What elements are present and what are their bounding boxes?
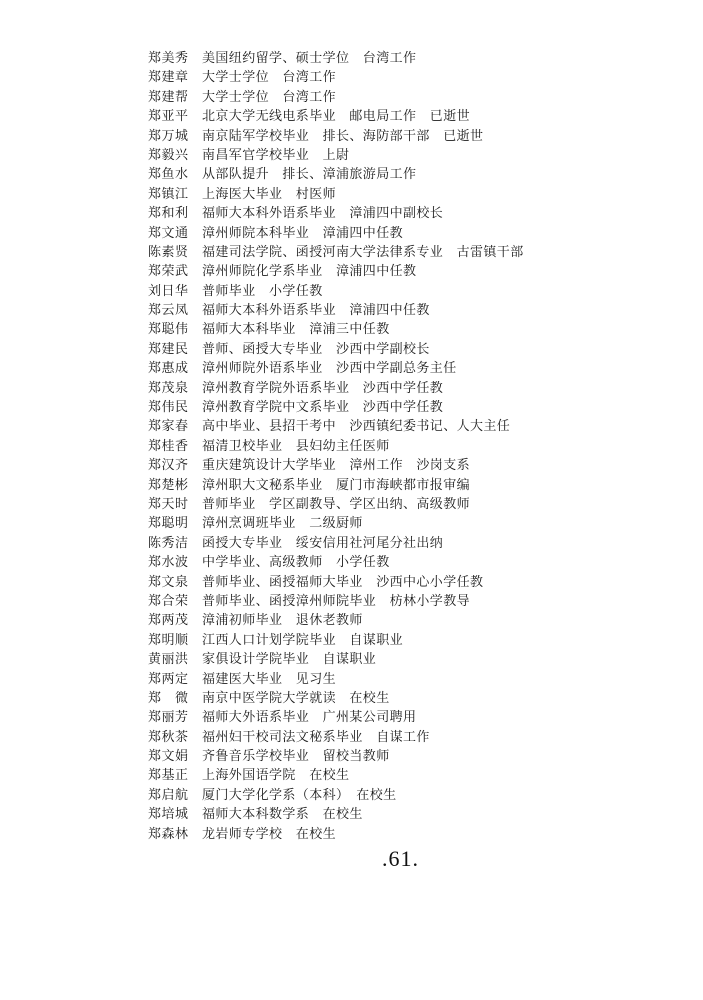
person-details: 上海医大毕业 村医师 [202, 186, 337, 202]
person-details: 普师、函授大专毕业 沙西中学副校长 [202, 341, 430, 357]
list-item [148, 107, 668, 126]
person-name: 郑惠成 [148, 361, 189, 377]
page-number: .61. [382, 846, 419, 871]
person-name: 黄丽洪 [148, 652, 189, 668]
person-name: 陈秀洁 [148, 535, 189, 551]
person-details: 厦门大学化学系（本科） 在校生 [202, 787, 397, 803]
person-name: 郑合荣 [148, 593, 189, 609]
person-details: 漳浦初师毕业 退休老教师 [202, 613, 363, 629]
list-item [148, 514, 668, 533]
person-details: 从部队提升 排长、漳浦旅游局工作 [202, 167, 417, 183]
person-details: 普师毕业 小学任教 [202, 283, 323, 299]
person-details: 美国纽约留学、硕士学位 台湾工作 [202, 51, 417, 66]
person-details: 漳州烹调班毕业 二级厨师 [202, 516, 363, 532]
person-details: 重庆建筑设计大学毕业 漳州工作 沙岗支系 [202, 458, 471, 474]
list-item [148, 805, 668, 824]
person-name: 刘日华 [148, 283, 189, 299]
person-name: 郑桂香 [148, 438, 189, 454]
list-item [148, 68, 668, 87]
list-item [148, 728, 668, 747]
list-item [148, 631, 668, 650]
list-item [148, 476, 668, 495]
list-item [148, 534, 668, 553]
person-name: 郑聪明 [148, 516, 189, 532]
person-name: 郑万城 [148, 128, 189, 144]
person-name: 郑和利 [148, 206, 189, 222]
person-name: 郑水波 [148, 555, 189, 571]
person-details: 普师毕业、函授福师大毕业 沙西中心小学任教 [202, 574, 484, 590]
person-name: 陈素贤 [148, 244, 189, 260]
person-details: 漳州师院化学系毕业 漳浦四中任教 [202, 264, 417, 280]
person-name: 郑两定 [148, 671, 189, 687]
list-item [148, 592, 668, 611]
person-name: 郑鱼水 [148, 167, 189, 183]
person-name: 郑两茂 [148, 613, 189, 629]
person-details: 福师大本科毕业 漳浦三中任教 [202, 322, 390, 338]
person-details: 上海外国语学院 在校生 [202, 768, 350, 784]
list-item [148, 553, 668, 572]
list-item [148, 88, 668, 107]
person-details: 龙岩师专学校 在校生 [202, 826, 337, 842]
person-details: 家俱设计学院毕业 自谋职业 [202, 652, 377, 668]
list-item [148, 165, 668, 184]
person-details: 江西人口计划学院毕业 自谋职业 [202, 632, 404, 648]
person-details: 福师大本科外语系毕业 漳浦四中任教 [202, 303, 430, 319]
list-item [148, 340, 668, 359]
person-details: 北京大学无线电系毕业 邮电局工作 已逝世 [202, 109, 471, 125]
person-name: 郑亚平 [148, 109, 189, 125]
person-name: 郑丽芳 [148, 710, 189, 726]
person-name: 郑汉齐 [148, 458, 189, 474]
person-name: 郑茂泉 [148, 380, 189, 396]
person-details: 大学士学位 台湾工作 [202, 70, 337, 86]
list-item [148, 204, 668, 223]
person-name: 郑启航 [148, 787, 189, 803]
list-item [148, 689, 668, 708]
list-item [148, 301, 668, 320]
list-item [148, 320, 668, 339]
person-name: 郑森林 [148, 826, 189, 842]
list-item [148, 262, 668, 281]
person-name: 郑秋茶 [148, 729, 189, 745]
person-details: 南昌军官学校毕业 上尉 [202, 147, 350, 163]
person-name: 郑聪伟 [148, 322, 189, 338]
person-name: 郑文泉 [148, 574, 189, 590]
person-name: 郑建帮 [148, 89, 189, 105]
person-name: 郑 微 [148, 690, 189, 706]
person-details: 漳州师院外语系毕业 沙西中学副总务主任 [202, 361, 457, 377]
person-details: 漳州师院本科毕业 漳浦四中任教 [202, 225, 404, 241]
person-name: 郑建章 [148, 70, 189, 86]
person-details: 漳州教育学院外语系毕业 沙西中学任教 [202, 380, 444, 396]
list-item [148, 766, 668, 785]
person-name: 郑毅兴 [148, 147, 189, 163]
person-name: 郑培城 [148, 807, 189, 823]
person-name: 郑家春 [148, 419, 189, 435]
person-details: 漳州职大文秘系毕业 厦门市海峡都市报审编 [202, 477, 471, 493]
person-details: 南京陆军学校毕业 排长、海防部干部 已逝世 [202, 128, 484, 144]
person-details: 高中毕业、县招干考中 沙西镇纪委书记、人大主任 [202, 419, 511, 435]
list-item [148, 437, 668, 456]
list-item [148, 670, 668, 689]
person-name: 郑楚彬 [148, 477, 189, 493]
list-item [148, 650, 668, 669]
person-details: 中学毕业、高级教师 小学任教 [202, 555, 390, 571]
list-item [148, 786, 668, 805]
list-item [148, 379, 668, 398]
person-details: 福师大外语系毕业 广州某公司聘用 [202, 710, 417, 726]
person-name: 郑文娟 [148, 749, 189, 765]
list-item [148, 747, 668, 766]
list-item [148, 146, 668, 165]
list-item [148, 398, 668, 417]
person-details: 函授大专毕业 绥安信用社河尾分社出纳 [202, 535, 444, 551]
list-item [148, 708, 668, 727]
list-item [148, 185, 668, 204]
list-item [148, 825, 668, 844]
person-details: 福清卫校毕业 县妇幼主任医师 [202, 438, 390, 454]
person-details: 福建医大毕业 见习生 [202, 671, 337, 687]
person-details: 普师毕业 学区副教导、学区出纳、高级教师 [202, 496, 471, 512]
person-details: 齐鲁音乐学校毕业 留校当教师 [202, 749, 390, 765]
person-name: 郑伟民 [148, 400, 189, 416]
list-item [148, 224, 668, 243]
person-name: 郑文通 [148, 225, 189, 241]
biography-list [148, 49, 668, 844]
person-details: 漳州教育学院中文系毕业 沙西中学任教 [202, 400, 444, 416]
person-name: 郑美秀 [148, 51, 189, 66]
list-item [148, 456, 668, 475]
list-item [148, 417, 668, 436]
list-item [148, 611, 668, 630]
list-item [148, 127, 668, 146]
list-item [148, 359, 668, 378]
person-name: 郑云凤 [148, 303, 189, 319]
person-details: 南京中医学院大学就读 在校生 [202, 690, 390, 706]
person-details: 普师毕业、函授漳州师院毕业 枋林小学教导 [202, 593, 471, 609]
person-details: 福师大本科数学系 在校生 [202, 807, 363, 823]
list-item [148, 495, 668, 514]
person-name: 郑明顺 [148, 632, 189, 648]
person-name: 郑荣武 [148, 264, 189, 280]
person-name: 郑基正 [148, 768, 189, 784]
person-details: 福建司法学院、函授河南大学法律系专业 古雷镇干部 [202, 244, 524, 260]
person-details: 福州妇干校司法文秘系毕业 自谋工作 [202, 729, 430, 745]
person-name: 郑建民 [148, 341, 189, 357]
list-item [148, 573, 668, 592]
person-details: 福师大本科外语系毕业 漳浦四中副校长 [202, 206, 444, 222]
list-item [148, 282, 668, 301]
person-details: 大学士学位 台湾工作 [202, 89, 337, 105]
list-item [148, 243, 668, 262]
person-name: 郑镇江 [148, 186, 189, 202]
list-item [148, 49, 668, 68]
person-name: 郑天时 [148, 496, 189, 512]
